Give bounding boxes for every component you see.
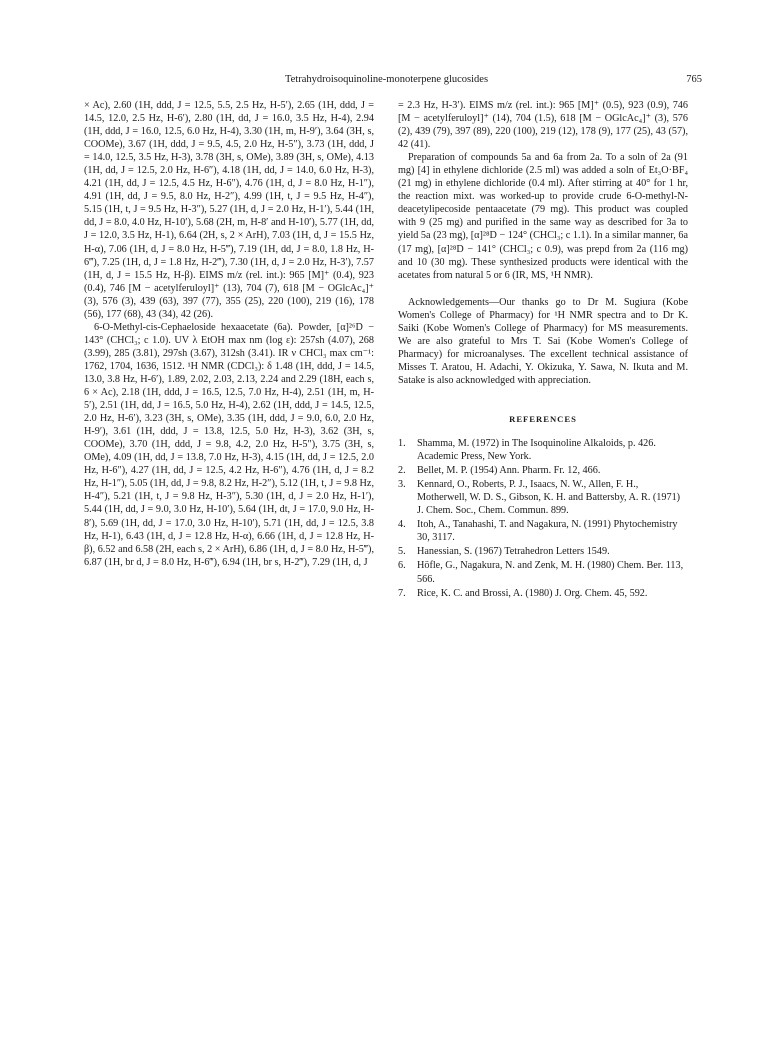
reference-number: 3. bbox=[398, 479, 406, 491]
reference-item bbox=[398, 559, 688, 585]
reference-item bbox=[398, 478, 688, 517]
acknowledgements: Acknowledgements—Our thanks go to Dr M. Sugiura (Kobe Women's College of Pharmacy) for ¹H NMR spectra and to Dr K. Saiki (Kobe Women's College of Pharmacy) for MS measurements. We are also grateful to Mrs T. Sai (Kobe Women's College of Pharmacy) for microanalyses. The excellent technical assistance of Misses T. Aratou, H. Adachi, Y. Okizuka, Y. Sawa, N. Ikuta and M. Satake is also acknowledged with appreciation. bbox=[398, 296, 688, 386]
reference-item bbox=[398, 518, 688, 544]
reference-text: Rice, K. C. and Brossi, A. (1980) J. Org. Chem. 45, 592. bbox=[417, 587, 648, 599]
reference-item bbox=[398, 464, 688, 477]
reference-item bbox=[398, 587, 688, 600]
reference-item bbox=[398, 437, 688, 463]
running-title: Tetrahydroisoquinoline-monoterpene glucosides bbox=[284, 74, 489, 85]
reference-number: 2. bbox=[398, 465, 406, 477]
compound-6a-characterization: 6-O-Methyl-cis-Cephaeloside hexaacetate (6a). Powder, [α]²⁶D − 143° (CHCl₃; c 1.0). UV λ EtOH max nm (log ε): 257sh (4.07), 268 (3.99), 285 (3.81), 297sh (3.67), 312sh (3.41). IR ν CHCl₃ max cm⁻¹: 1762, 1704, 1636, 1512. ¹H NMR (CDCl₃): δ 1.48 (1H, ddd, J = 14.5, 13.0, 3.8 Hz, H-6′), 1.89, 2.02, 2.03, 2.13, 2.24 and 2.29 (18H, each s, 6 × Ac), 2.18 (1H, ddd, J = 16.5, 12.5, 7.0 Hz, H-4), 2.51 (1H, m, H-5′), 2.51 (1H, dd, J = 16.5, 5.0 Hz, H-4), 2.62 (1H, ddd, J = 14.5, 12.5, 2.0 Hz, H-6′), 3.23 (3H, s, OMe), 3.35 (1H, ddd, J = 9.0, 6.0, 2.0 Hz, H-9′), 3.61 (1H, ddd, J = 13.8, 12.5, 5.0 Hz, H-3), 3.62 (3H, s, COOMe), 3.70 (1H, ddd, J = 9.8, 4.2, 2.0 Hz, H-5″), 3.75 (3H, s, OMe), 4.09 (1H, dd, J = 13.8, 7.0 Hz, H-3), 4.15 (1H, dd, J = 12.5, 2.0 Hz, H-6″), 4.27 (1H, dd, J = 12.5, 4.2 Hz, H-6″), 4.76 (1H, d, J = 8.2 Hz, H-1″), 5.05 (1H, dd, J = 9.8, 8.2 Hz, H-2″), 5.12 (1H, t, J = 9.8 Hz, H-4″), 5.21 (1H, t, J = 9.8 Hz, H-3″), 5.30 (1H, d, J = 2.0 Hz, H-1′), 5.44 (1H, dd, J = 9.0, 3.0 Hz, H-10′), 5.64 (1H, dt, J = 17.0, 9.0 Hz, H-8′), 5.69 (1H, dd, J = 17.0, 3.0 Hz, H-10′), 5.71 (1H, dd, J = 12.5, 3.8 Hz, H-1), 6.43 (1H, d, J = 12.8 Hz, H-α), 6.66 (1H, d, J = 12.8 Hz, H-β), 6.52 and 6.58 (2H, each s, 2 × ArH), 6.86 (1H, d, J = 8.0 Hz, H-5‴), 6.87 (1H, br d, J = 8.0 Hz, H-6‴), 6.94 (1H, br s, H-2‴), 7.29 (1H, d, J bbox=[84, 321, 374, 568]
reference-list bbox=[398, 437, 688, 600]
reference-number: 4. bbox=[398, 519, 406, 531]
preparation-paragraph: Preparation of compounds 5a and 6a from 2a. To a soln of 2a (91 mg) [4] in ethylene dichloride (2.5 ml) was added a soln of Et₃O·BF₄ (21 mg) in ethylene dichloride (0.4 ml). After stirring at 40° for 1 hr, the reaction mixt. was worked-up to provide crude 6-O-methyl-N-deacetylipecoside pentaacetate (79 mg). This product was coupled with 9 (25 mg) and purified in the same way as described for 3a to yield 5a (23 mg), [α]²⁸D − 124° (CHCl₃; c 1.1). In a similar manner, 6a (17 mg), [α]²⁸D − 141° (CHCl₃; c 0.9), was prepd from 2a (116 mg) and 10 (30 mg). These synthesized products were identical with the acetates from natural 5 or 6 (IR, MS, ¹H NMR). bbox=[398, 152, 688, 281]
eims-data-continuation: = 2.3 Hz, H-3′). EIMS m/z (rel. int.): 965 [M]⁺ (0.5), 923 (0.9), 746 [M − acetylferuloyl]⁺ (14), 704 (1.5), 618 [M − OGlcAc₄]⁺ (3), 576 (2), 439 (79), 397 (89), 220 (100), 219 (12), 178 (9), 177 (25), 43 (57), 42 (41). bbox=[398, 100, 688, 151]
reference-text: Höfle, G., Nagakura, N. and Zenk, M. H. (1980) Chem. Ber. 113, 566. bbox=[417, 560, 684, 585]
reference-text: Bellet, M. P. (1954) Ann. Pharm. Fr. 12, 466. bbox=[417, 465, 601, 477]
nmr-data-continuation: × Ac), 2.60 (1H, ddd, J = 12.5, 5.5, 2.5 Hz, H-5′), 2.65 (1H, ddd, J = 14.5, 12.0, 2.5 Hz, H-6′), 2.80 (1H, dd, J = 16.0, 3.5 Hz, H-4), 2.94 (1H, ddd, J = 16.0, 12.5, 6.0 Hz, H-4), 3.30 (1H, m, H-9′), 3.64 (3H, s, COOMe), 3.67 (1H, ddd, J = 9.5, 4.5, 2.0 Hz, H-5″), 3.73 (1H, ddd, J = 14.0, 12.5, 3.5 Hz, H-3), 3.78 (3H, s, OMe), 3.89 (3H, s, OMe), 4.13 (1H, dd, J = 12.5, 2.0 Hz, H-6″), 4.18 (1H, dd, J = 14.0, 6.0 Hz, H-3), 4.21 (1H, dd, J = 12.5, 4.5 Hz, H-6″), 4.76 (1H, d, J = 8.0 Hz, H-1″), 4.91 (1H, dd, J = 9.5, 8.0 Hz, H-2″), 4.99 (1H, t, J = 9.5 Hz, H-4″), 5.15 (1H, t, J = 9.5 Hz, H-3″), 5.27 (1H, d, J = 2.0 Hz, H-1′), 5.44 (1H, dd, J = 8.0, 4.0 Hz, H-10′), 5.68 (2H, m, H-8′ and H-10′), 5.77 (1H, dd, J = 12.0, 3.5 Hz, H-1), 6.64 (2H, s, 2 × ArH), 7.03 (1H, d, J = 15.5 Hz, H-α), 7.06 (1H, d, J = 8.0 Hz, H-5‴), 7.19 (1H, dd, J = 8.0, 1.8 Hz, H-6‴), 7.25 (1H, d, J = 1.8 Hz, H-2‴), 7.30 (1H, d, J = 2.0 Hz, H-3′), 7.57 (1H, d, J = 15.5 Hz, H-β). EIMS m/z (rel. int.): 965 [M]⁺ (0.4), 923 (0.4), 746 [M − acetylferuloyl]⁺ (13), 704 (7), 618 [M − OGlcAc₄]⁺ (3), 576 (3), 439 (63), 397 (77), 355 (25), 220 (100), 219 (16), 178 (56), 177 (68), 43 (34), 42 (26). bbox=[84, 100, 374, 320]
reference-number: 6. bbox=[398, 560, 406, 572]
reference-text: Kennard, O., Roberts, P. J., Isaacs, N. W., Allen, F. H., Motherwell, W. D. S., Gibson, K. H. and Battersby, A. R. (1971) J. Chem. Soc., Chem. Commun. 899. bbox=[417, 479, 681, 517]
reference-item bbox=[398, 545, 688, 558]
reference-number: 1. bbox=[398, 438, 406, 450]
reference-text: Hanessian, S. (1967) Tetrahedron Letters 1549. bbox=[417, 546, 610, 558]
reference-text: Shamma, M. (1972) in The Isoquinoline Alkaloids, p. 426. Academic Press, New York. bbox=[417, 438, 656, 463]
reference-number: 7. bbox=[398, 587, 406, 599]
reference-number: 5. bbox=[398, 546, 406, 558]
references-heading: REFERENCES bbox=[509, 413, 577, 424]
reference-text: Itoh, A., Tanahashi, T. and Nagakura, N. (1991) Phytochemistry 30, 3117. bbox=[417, 519, 678, 544]
right-column bbox=[398, 99, 688, 601]
page-number: 765 bbox=[686, 74, 702, 85]
left-column bbox=[84, 99, 374, 569]
running-header bbox=[85, 74, 702, 90]
